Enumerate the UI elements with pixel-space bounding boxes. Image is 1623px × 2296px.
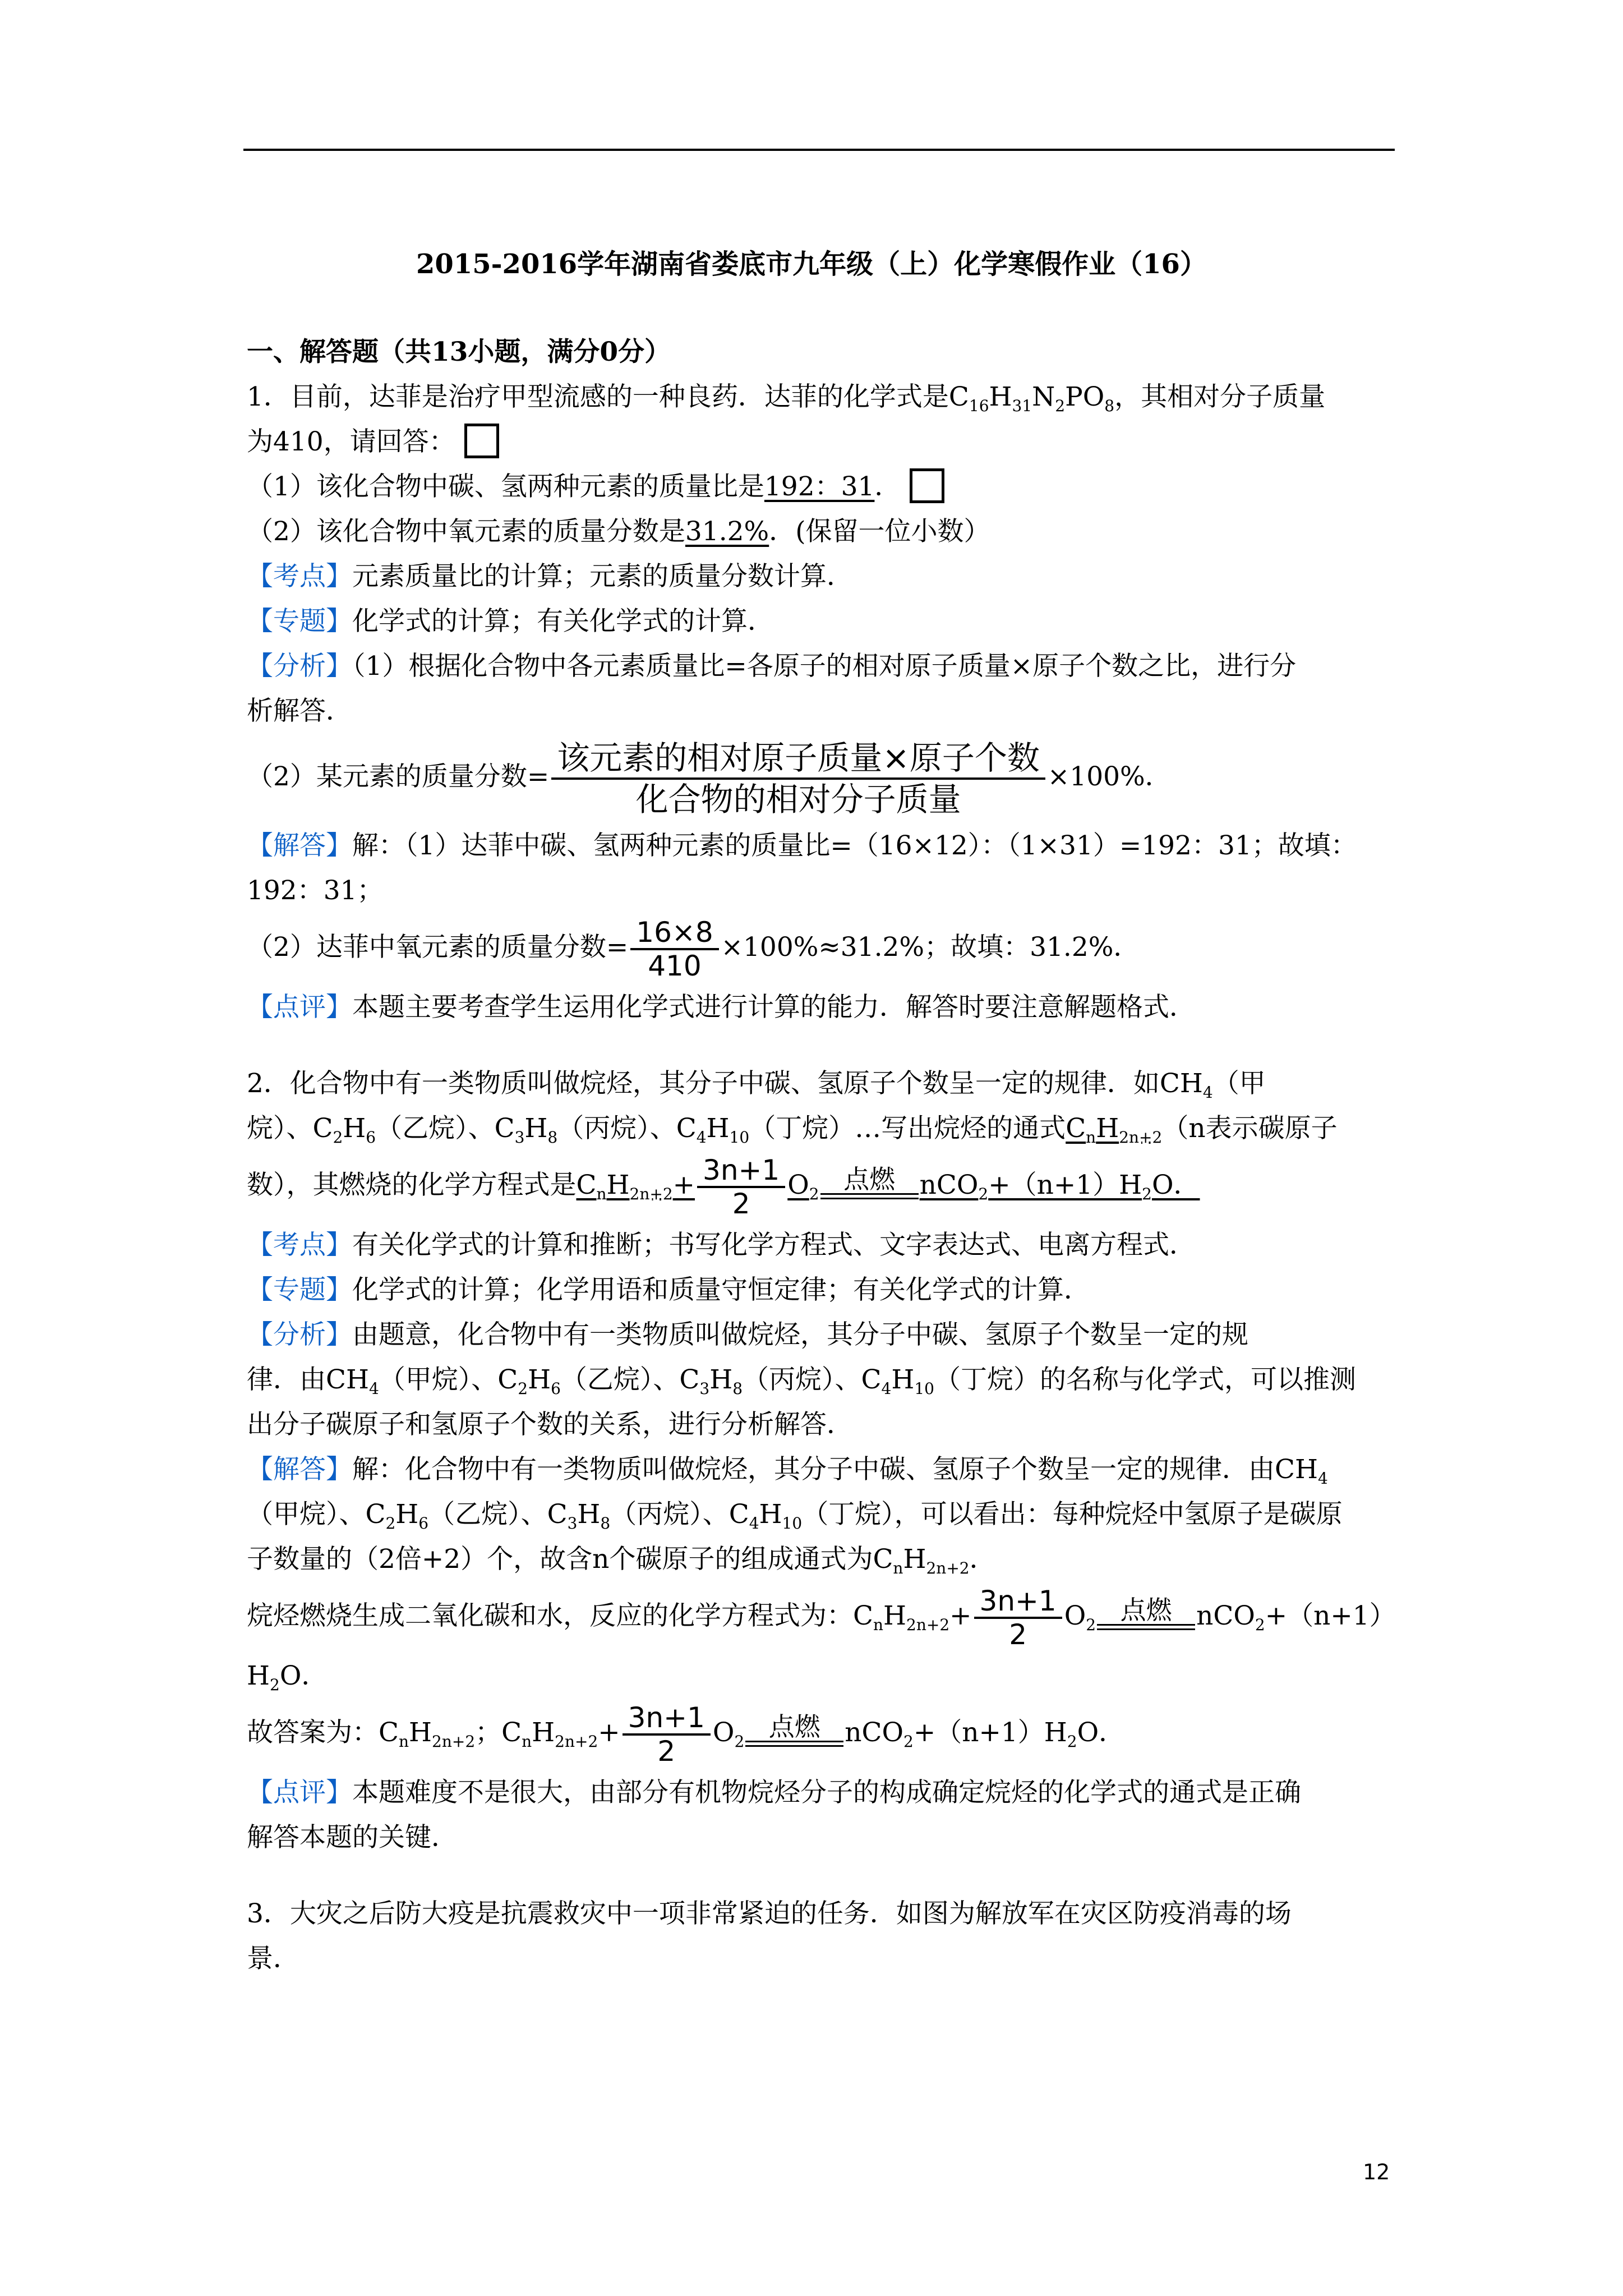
q1-jieda-1: 【解答】解：（1）达菲中碳、氢两种元素的质量比=（16×12）：（1×31）=192：31；故填： bbox=[247, 830, 1357, 861]
tag-kaodian: 【考点】 bbox=[247, 561, 352, 592]
q1-answer-2: 31.2% bbox=[685, 516, 769, 547]
q2-answer-equation: $C_nH_{2n+2}+$ bbox=[576, 1170, 695, 1203]
q2-final-answer: 故答案为：$C_nH_{2n+2}$；$C_nH_{2n+2}+$ $\frac{3n+1}{2}$ $O_2$ 点燃 $nCO_2+(n+1)H_2O$． bbox=[247, 1701, 1126, 1768]
q2-jieda-1: 【解答】解：化合物中有一类物质叫做烷烃，其分子中碳、氢原子个数呈一定的规律．由$CH_4$ bbox=[247, 1454, 1328, 1488]
q2-jieda-3: 子数量的（2倍+2）个，故含n个碳原子的组成通式为$C_nH_{2n+2}$． bbox=[247, 1544, 996, 1577]
q2-jieda-4: 烷烃燃烧生成二氧化碳和水，反应的化学方程式为：$C_nH_{2n+2}+$ $\frac{3n+1}{2}$ $O_2$ 点燃 nCO$_2$+（n+1） bbox=[247, 1585, 1396, 1651]
q2-kaodian: 【考点】有关化学式的计算和推断；书写化学方程式、文字表达式、电离方程式． bbox=[247, 1230, 1196, 1260]
q2-dianping-1: 【点评】本题难度不是很大，由部分有机物烷烃分子的构成确定烷烃的化学式的通式是正确 bbox=[247, 1777, 1301, 1808]
q2-dianping-2: 解答本题的关键． bbox=[247, 1822, 458, 1853]
page-title: 2015-2016学年湖南省娄底市九年级（上）化学寒假作业（16） bbox=[416, 249, 1207, 280]
calc-fraction: $\frac{16\times 8}{410}$ bbox=[630, 917, 718, 982]
page-number: 12 bbox=[1363, 2160, 1390, 2184]
q1-fenxi-2: 析解答． bbox=[247, 696, 352, 726]
q2-jieda-5: $H_2O$． bbox=[247, 1660, 328, 1694]
tag-kaodian: 【考点】 bbox=[247, 1230, 352, 1260]
tag-jieda: 【解答】 bbox=[247, 1454, 352, 1485]
q1-part-2: （2）该化合物中氧元素的质量分数是31.2%．(保留一位小数） bbox=[247, 516, 990, 547]
question-1 bbox=[247, 375, 1396, 1030]
q1-answer-1: 192：31 bbox=[764, 471, 875, 502]
q1-jieda-2: 192：31； bbox=[247, 875, 384, 906]
reaction-condition: 点燃 bbox=[745, 1713, 843, 1747]
q2-stem-line-2: 烷）、$C_2H_6$（乙烷）、$C_3H_8$（丙烷）、$C_4H_{10}$（丁烷）…写出烷烃的通式$C_nH_{2n+2}(n$表示碳原子 bbox=[247, 1113, 1338, 1147]
q1-stem-line-2: 为410，请回答： bbox=[247, 420, 1396, 464]
section-heading: 一、解答题（共13小题，满分0分） bbox=[247, 337, 671, 367]
q1-fenxi-1: 【分析】（1）根据化合物中各元素质量比=各原子的相对原子质量×原子个数之比，进行分 bbox=[247, 651, 1297, 682]
q3-stem-line-1: 3．大灾之后防大疫是抗震救灾中一项非常紧迫的任务．如图为解放军在灾区防疫消毒的场 bbox=[247, 1898, 1292, 1929]
q1-dianping: 【点评】本题主要考查学生运用化学式进行计算的能力．解答时要注意解题格式． bbox=[247, 992, 1196, 1023]
tag-jieda: 【解答】 bbox=[247, 830, 352, 861]
reaction-condition: 点燃 bbox=[820, 1165, 919, 1199]
q3-stem-line-2: 景． bbox=[247, 1943, 299, 1974]
q1-part-1: （1）该化合物中碳、氢两种元素的质量比是192：31． bbox=[247, 464, 1396, 509]
q2-stem-line-3: 数），其燃烧的化学方程式是$C_nH_{2n+2}+$ $\frac{3n+1}{2}$ $O_2$ 点燃 $nCO_2+(n+1)H_2O$． bbox=[247, 1154, 1200, 1220]
question-2 bbox=[247, 1061, 1396, 1860]
q1-stem-line-1: 1．目前，达菲是治疗甲型流感的一种良药．达菲的化学式是$C_{16}H_{31}N_2PO_8$，其相对分子质量 bbox=[247, 381, 1326, 415]
q1-fenxi-3: （2）某元素的质量分数= $\frac{\text{该元素的相对原子质量×原子个数}}{\text{化合物的相对分子质量}}$ ×100%． bbox=[247, 739, 1172, 818]
q1-kaodian: 【考点】元素质量比的计算；元素的质量分数计算． bbox=[247, 561, 853, 592]
q2-zhuanti: 【专题】化学式的计算；化学用语和质量守恒定律；有关化学式的计算． bbox=[247, 1274, 1090, 1305]
q2-fenxi-1: 【分析】由题意，化合物中有一类物质叫做烷烃，其分子中碳、氢原子个数呈一定的规 bbox=[247, 1319, 1248, 1350]
tag-zhuanti: 【专题】 bbox=[247, 606, 352, 637]
tag-zhuanti: 【专题】 bbox=[247, 1274, 352, 1305]
q1-zhuanti: 【专题】化学式的计算；有关化学式的计算． bbox=[247, 606, 774, 637]
tag-dianping: 【点评】 bbox=[247, 1777, 352, 1808]
coefficient-fraction: $\frac{3n+1}{2}$ bbox=[974, 1585, 1062, 1650]
tag-fenxi: 【分析】 bbox=[247, 651, 352, 682]
answer-checkbox[interactable] bbox=[910, 468, 944, 503]
header-rule bbox=[243, 149, 1395, 151]
q2-fenxi-3: 出分子碳原子和氢原子个数的关系，进行分析解答． bbox=[247, 1409, 853, 1440]
formula-fraction: $\frac{\text{该元素的相对原子质量×原子个数}}{\text{化合物的相对分子质量}}$ bbox=[551, 738, 1045, 819]
page-content bbox=[247, 330, 1396, 1981]
reaction-condition: 点燃 bbox=[1097, 1596, 1195, 1630]
tag-fenxi: 【分析】 bbox=[247, 1319, 352, 1350]
q1-jieda-3: （2）达菲中氧元素的质量分数= $\frac{16\times 8}{410}$ ×100%≈31.2%；故填：31.2%． bbox=[247, 916, 1140, 982]
coefficient-fraction: $\frac{3n+1}{2}$ bbox=[623, 1702, 711, 1767]
tag-dianping: 【点评】 bbox=[247, 992, 352, 1023]
q2-answer-formula: $C_nH_{2n+2}$ bbox=[1066, 1113, 1163, 1147]
q2-jieda-2: （甲烷）、$C_2H_6$（乙烷）、$C_3H_8$（丙烷）、$C_4H_{10}$（丁烷），可以看出：每种烷烃中氢原子是碳原 bbox=[247, 1499, 1343, 1533]
q2-stem-line-1: 2．化合物中有一类物质叫做烷烃，其分子中碳、氢原子个数呈一定的规律．如$CH_4$（甲 bbox=[247, 1068, 1266, 1102]
coefficient-fraction: $\frac{3n+1}{2}$ bbox=[697, 1154, 785, 1220]
question-3 bbox=[247, 1892, 1396, 1981]
answer-checkbox[interactable] bbox=[464, 424, 499, 458]
q2-fenxi-2: 律．由$CH_4$（甲烷）、$C_2H_6$（乙烷）、$C_3H_8$（丙烷）、$C_4H_{10}$（丁烷）的名称与化学式，可以推测 bbox=[247, 1364, 1356, 1398]
